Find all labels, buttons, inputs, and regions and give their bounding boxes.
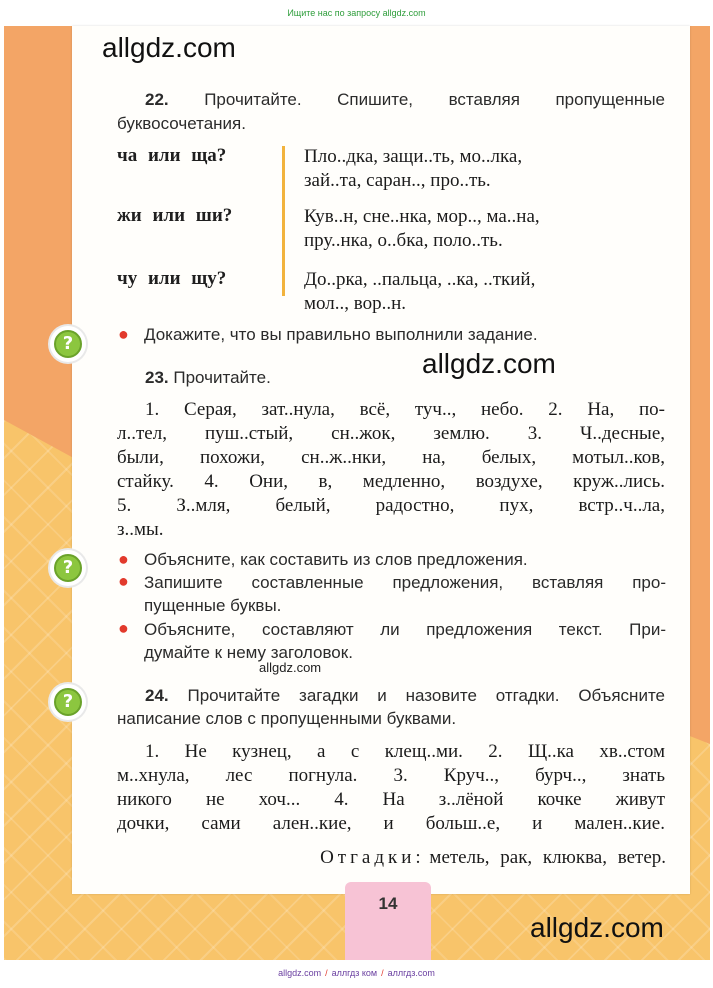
text-line: 5. З..мля, белый, радостно, пух, встр..ч..ла, — [117, 495, 665, 516]
pair-label: чу или щу? — [117, 268, 227, 289]
top-banner[interactable]: Ищите нас по запросу allgdz.com — [287, 8, 426, 18]
exercise-number: 22. — [145, 90, 169, 109]
word-line: Кув..н, сне..нка, мор.., ма..на, — [304, 206, 540, 227]
riddle-line: 1. Не кузнец, а с клещ..ми. 2. Щ..ка хв..стом — [145, 741, 665, 762]
instruction-text-cont: написание слов с пропущенными буквами. — [117, 709, 457, 728]
instruction-text-cont: буквосочетания. — [117, 114, 246, 133]
task-bullet-text: Запишите составленные предложения, вставляя про- — [144, 573, 666, 592]
bottom-link: allgdz.com — [278, 968, 322, 978]
bullet-icon: ● — [118, 618, 129, 638]
bottom-link: аллгдз.com — [387, 968, 435, 978]
task-bullet: ● Объясните, как составить из слов предложения. — [118, 549, 528, 569]
word-line: мол.., вор..н. — [304, 293, 407, 314]
pair-label: жи или ши? — [117, 205, 233, 226]
column-divider — [282, 146, 285, 296]
page-number: 14 — [378, 894, 398, 913]
text-line: л..тел, пуш..стый, сн..жок, землю. 3. Ч..десные, — [117, 423, 665, 444]
bullet-icon: ● — [118, 549, 129, 569]
riddle-line: дочки, сами ален..кие, и больш..е, и мален..кие. — [117, 813, 665, 834]
bullet-icon: ● — [118, 571, 129, 591]
riddle-line: м..хнула, лес погнула. 3. Круч.., бурч.., знать — [117, 765, 665, 786]
task-bullet-text: Объясните, составляют ли предложения текст. При- — [144, 620, 666, 639]
text-line: з..мы. — [117, 519, 164, 540]
text-line: 1. Серая, зат..нула, всё, туч.., небо. 2. На, по- — [145, 399, 665, 420]
watermark: allgdz.com — [102, 32, 236, 63]
question-bubble-icon: ? — [50, 550, 86, 586]
watermark: allgdz.com — [422, 348, 556, 379]
riddle-line: никого не хоч... 4. На з..лёной кочке живут — [117, 789, 665, 810]
exercise-23-title: 23. Прочитайте. — [145, 368, 271, 387]
text-line: стайку. 4. Они, в, медленно, воздухе, круж..лись. — [117, 471, 665, 492]
exercise-24-instruction: 24. Прочитайте загадки и назовите отгадки. Объясните — [145, 686, 665, 705]
exercise-22-instruction — [145, 88, 665, 111]
separator: / — [381, 968, 384, 978]
watermark: allgdz.com — [259, 660, 322, 675]
bottom-banner[interactable] — [0, 968, 713, 978]
pair-label: ча или ща? — [117, 145, 227, 166]
word-line: До..рка, ..пальца, ..ка, ..ткий, — [304, 269, 536, 290]
watermark: allgdz.com — [530, 912, 664, 943]
bullet-icon: ● — [118, 324, 129, 344]
task-bullet-text: думайте к нему заголовок. — [144, 643, 353, 662]
task-bullet-text: пущенные буквы. — [144, 596, 282, 615]
word-line: Пло..дка, защи..ть, мо..лка, — [304, 146, 523, 167]
question-bubble-icon: ? — [50, 684, 86, 720]
answers-text: метель, рак, клюква, ветер. — [429, 847, 666, 868]
text-line: были, похожи, сн..ж..нки, на, белых, мотыл..ков, — [117, 447, 665, 468]
answers-label: Отгадки: — [320, 847, 425, 868]
answers-line — [192, 846, 666, 870]
word-line: пру..нка, о..бка, поло..ть. — [304, 230, 503, 251]
instruction-text: Прочитайте. Спишите, вставляя пропущенные — [204, 90, 665, 109]
word-line: зай..та, саран.., про..ть. — [304, 170, 491, 191]
question-bubble-icon: ? — [50, 326, 86, 362]
separator: / — [325, 968, 328, 978]
bottom-link: аллгдз ком — [331, 968, 378, 978]
